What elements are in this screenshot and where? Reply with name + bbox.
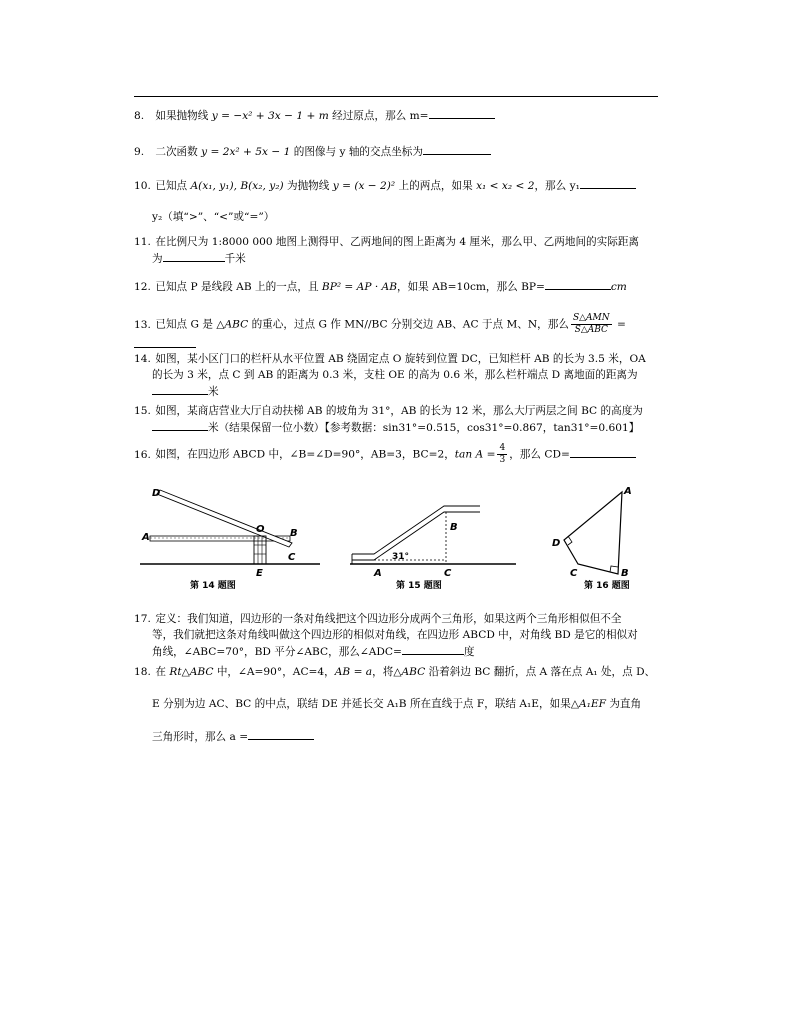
angle-label: 31° bbox=[392, 552, 410, 562]
label-o: O bbox=[256, 524, 265, 535]
question-text: 的重心，过点 G 作 MN//BC 分别交边 AB、AC 于点 M、N，那么 bbox=[248, 318, 569, 331]
quad-abcd bbox=[564, 492, 622, 574]
question-number: 9. bbox=[134, 146, 145, 158]
formula: BP² = AP · AB bbox=[321, 281, 397, 293]
formula: tan A = bbox=[454, 448, 496, 461]
question-text: ，那么 CD= bbox=[509, 448, 570, 461]
question-11-line2 bbox=[134, 250, 676, 267]
question-text: 已知点 bbox=[155, 180, 191, 192]
question-text: ，如果 AB=10cm，那么 BP= bbox=[397, 281, 545, 293]
formula: y = 2x² + 5x − 1 bbox=[201, 146, 291, 158]
label-b: B bbox=[621, 568, 629, 579]
question-14-line3 bbox=[134, 383, 676, 400]
question-text: 沿着斜边 BC 翻折，点 A 落在点 A₁ 处，点 D、 bbox=[425, 666, 656, 678]
question-text: 千米 bbox=[224, 253, 246, 265]
question-number: 16. bbox=[134, 448, 151, 461]
tan-fraction bbox=[497, 443, 507, 466]
formula: y = −x² + 3x − 1 + m bbox=[211, 110, 329, 122]
question-number: 17. bbox=[134, 613, 151, 625]
question-text: 定义：我们知道，四边形的一条对角线把这个四边形分成两个三角形，如果这两个三角形相似但不全 bbox=[155, 613, 622, 625]
question-number: 15. bbox=[134, 405, 151, 417]
question-text: 已知点 G 是 bbox=[155, 318, 217, 331]
question-number: 12. bbox=[134, 281, 151, 293]
figures-row bbox=[140, 480, 660, 596]
question-text: 的图像与 y 轴的交点坐标为 bbox=[290, 146, 423, 158]
question-text: 如图，在四边形 ABCD 中，∠B=∠D=90°，AB=3，BC=2， bbox=[155, 448, 455, 461]
right-angle-d bbox=[568, 536, 572, 545]
label-b: B bbox=[450, 522, 458, 533]
question-text: 如图，某小区门口的栏杆从水平位置 AB 绕固定点 O 旋转到位置 DC，已知栏杆 AB 的长为 3.5 米，OA bbox=[155, 353, 646, 365]
question-12 bbox=[134, 278, 658, 295]
question-text: 在 bbox=[155, 666, 170, 678]
question-8 bbox=[134, 107, 658, 124]
label-c: C bbox=[444, 568, 452, 579]
answer-blank[interactable] bbox=[545, 278, 611, 290]
answer-blank[interactable] bbox=[134, 336, 196, 348]
figure-16 bbox=[552, 486, 632, 591]
question-text: cm bbox=[610, 281, 627, 293]
label-d: D bbox=[552, 538, 561, 549]
label-a: A bbox=[142, 532, 150, 543]
question-text: 的长为 3 米，点 C 到 AB 的距离为 0.3 米，支柱 OE 的高为 0.6 米，那么栏杆端点 D 离地面的距离为 bbox=[152, 369, 638, 381]
formula: x₁ < x₂ < 2 bbox=[476, 180, 535, 192]
header-rule bbox=[134, 96, 658, 97]
answer-blank[interactable] bbox=[580, 177, 636, 189]
question-text: y₂（填“>”、“<”或“=”） bbox=[152, 211, 275, 223]
question-17-line3 bbox=[134, 643, 676, 660]
fraction-denominator: S△ABC bbox=[574, 325, 608, 335]
question-10 bbox=[134, 177, 658, 194]
figure-16-caption: 第 16 题图 bbox=[584, 581, 630, 591]
question-text: 等，我们就把这条对角线叫做这个四边形的相似对角线，在四边形 ABCD 中，对角线 BD 是它的相似对 bbox=[152, 629, 638, 641]
question-text: 米（结果保留一位小数）【参考数据：sin31°=0.515，cos31°=0.867，tan31°=0.601】 bbox=[208, 422, 640, 434]
answer-blank[interactable] bbox=[429, 107, 495, 119]
question-14-line2 bbox=[134, 367, 676, 383]
formula: △ABC bbox=[216, 318, 249, 331]
question-text: 经过原点，那么 m= bbox=[328, 110, 429, 122]
right-angle-b bbox=[610, 566, 618, 572]
question-number: 18. bbox=[134, 666, 151, 678]
fraction-numerator: 4 bbox=[499, 443, 506, 453]
answer-blank[interactable] bbox=[423, 143, 491, 155]
question-text: ，那么 y₁ bbox=[534, 180, 580, 192]
answer-blank[interactable] bbox=[152, 383, 208, 395]
formula: AB = a bbox=[334, 666, 373, 678]
answer-blank[interactable] bbox=[163, 250, 225, 262]
label-a: A bbox=[624, 486, 632, 497]
question-text: 度 bbox=[463, 646, 475, 658]
question-text: 米 bbox=[208, 386, 219, 398]
answer-blank[interactable] bbox=[570, 446, 636, 458]
area-ratio-fraction bbox=[571, 313, 612, 336]
escalator-top bbox=[352, 506, 480, 554]
question-text: 上的两点，如果 bbox=[395, 180, 477, 192]
question-10-line2 bbox=[134, 209, 676, 225]
question-text: 二次函数 bbox=[155, 146, 202, 158]
question-number: 11. bbox=[134, 236, 151, 248]
question-text: 如果抛物线 bbox=[155, 110, 212, 122]
question-text: 已知点 P 是线段 AB 上的一点，且 bbox=[155, 281, 322, 293]
question-17-line2 bbox=[134, 627, 676, 643]
figure-14-caption: 第 14 题图 bbox=[190, 581, 236, 591]
formula: Rt△ABC bbox=[169, 666, 214, 678]
formula: △A₁EF bbox=[570, 698, 606, 710]
question-text: 如图，某商店营业大厅自动扶梯 AB 的坡角为 31°，AB 的长为 12 米，那么大厅两层之间 BC 的高度为 bbox=[155, 405, 643, 417]
question-16 bbox=[134, 443, 658, 466]
figure-15 bbox=[350, 506, 516, 591]
question-14 bbox=[134, 351, 658, 367]
formula: △ABC bbox=[393, 666, 426, 678]
escalator-bottom bbox=[352, 512, 480, 560]
answer-blank[interactable] bbox=[402, 643, 464, 655]
label-a: A bbox=[374, 568, 382, 579]
question-18-line2 bbox=[134, 696, 676, 712]
question-18 bbox=[134, 664, 658, 680]
question-text: = bbox=[613, 318, 626, 331]
label-c: C bbox=[288, 552, 296, 563]
answer-blank[interactable] bbox=[248, 728, 314, 740]
question-text: 为直角 bbox=[605, 698, 642, 710]
question-13 bbox=[134, 313, 658, 353]
question-text: ，将 bbox=[372, 666, 394, 678]
question-9 bbox=[134, 143, 658, 160]
figure-14 bbox=[140, 488, 320, 591]
question-text: 中，∠A=90°，AC=4， bbox=[213, 666, 335, 678]
formula: A(x₁, y₁), B(x₂, y₂) bbox=[190, 180, 284, 192]
answer-blank[interactable] bbox=[152, 419, 208, 431]
question-number: 10. bbox=[134, 180, 151, 192]
formula: y = (x − 2)² bbox=[332, 180, 396, 192]
question-text: 在比例尺为 1:8000 000 地图上测得甲、乙两地间的图上距离为 4 厘米，那么甲、乙两地间的实际距离 bbox=[155, 236, 640, 248]
label-c: C bbox=[570, 568, 578, 579]
question-18-line3 bbox=[134, 728, 676, 745]
question-text: E 分别为边 AC、BC 的中点，联结 DE 并延长交 A₁B 所在直线于点 F，联结 A₁E，如果 bbox=[152, 698, 571, 710]
label-e: E bbox=[256, 568, 263, 579]
question-15-line2 bbox=[134, 419, 676, 436]
question-number: 13. bbox=[134, 318, 151, 331]
question-text: 角线，∠ABC=70°，BD 平分∠ABC，那么∠ADC= bbox=[152, 646, 402, 658]
fraction-denominator: 3 bbox=[499, 455, 506, 465]
question-11 bbox=[134, 234, 658, 250]
question-number: 8. bbox=[134, 110, 145, 122]
question-15 bbox=[134, 403, 658, 419]
question-text: 为 bbox=[152, 253, 163, 265]
label-b: B bbox=[290, 528, 298, 539]
question-text: 三角形时，那么 a = bbox=[152, 731, 249, 743]
figure-15-caption: 第 15 题图 bbox=[396, 581, 442, 591]
fraction-numerator: S△AMN bbox=[572, 313, 610, 323]
label-d: D bbox=[152, 488, 161, 499]
question-text: 为抛物线 bbox=[283, 180, 333, 192]
question-number: 14. bbox=[134, 353, 151, 365]
question-17 bbox=[134, 611, 658, 627]
